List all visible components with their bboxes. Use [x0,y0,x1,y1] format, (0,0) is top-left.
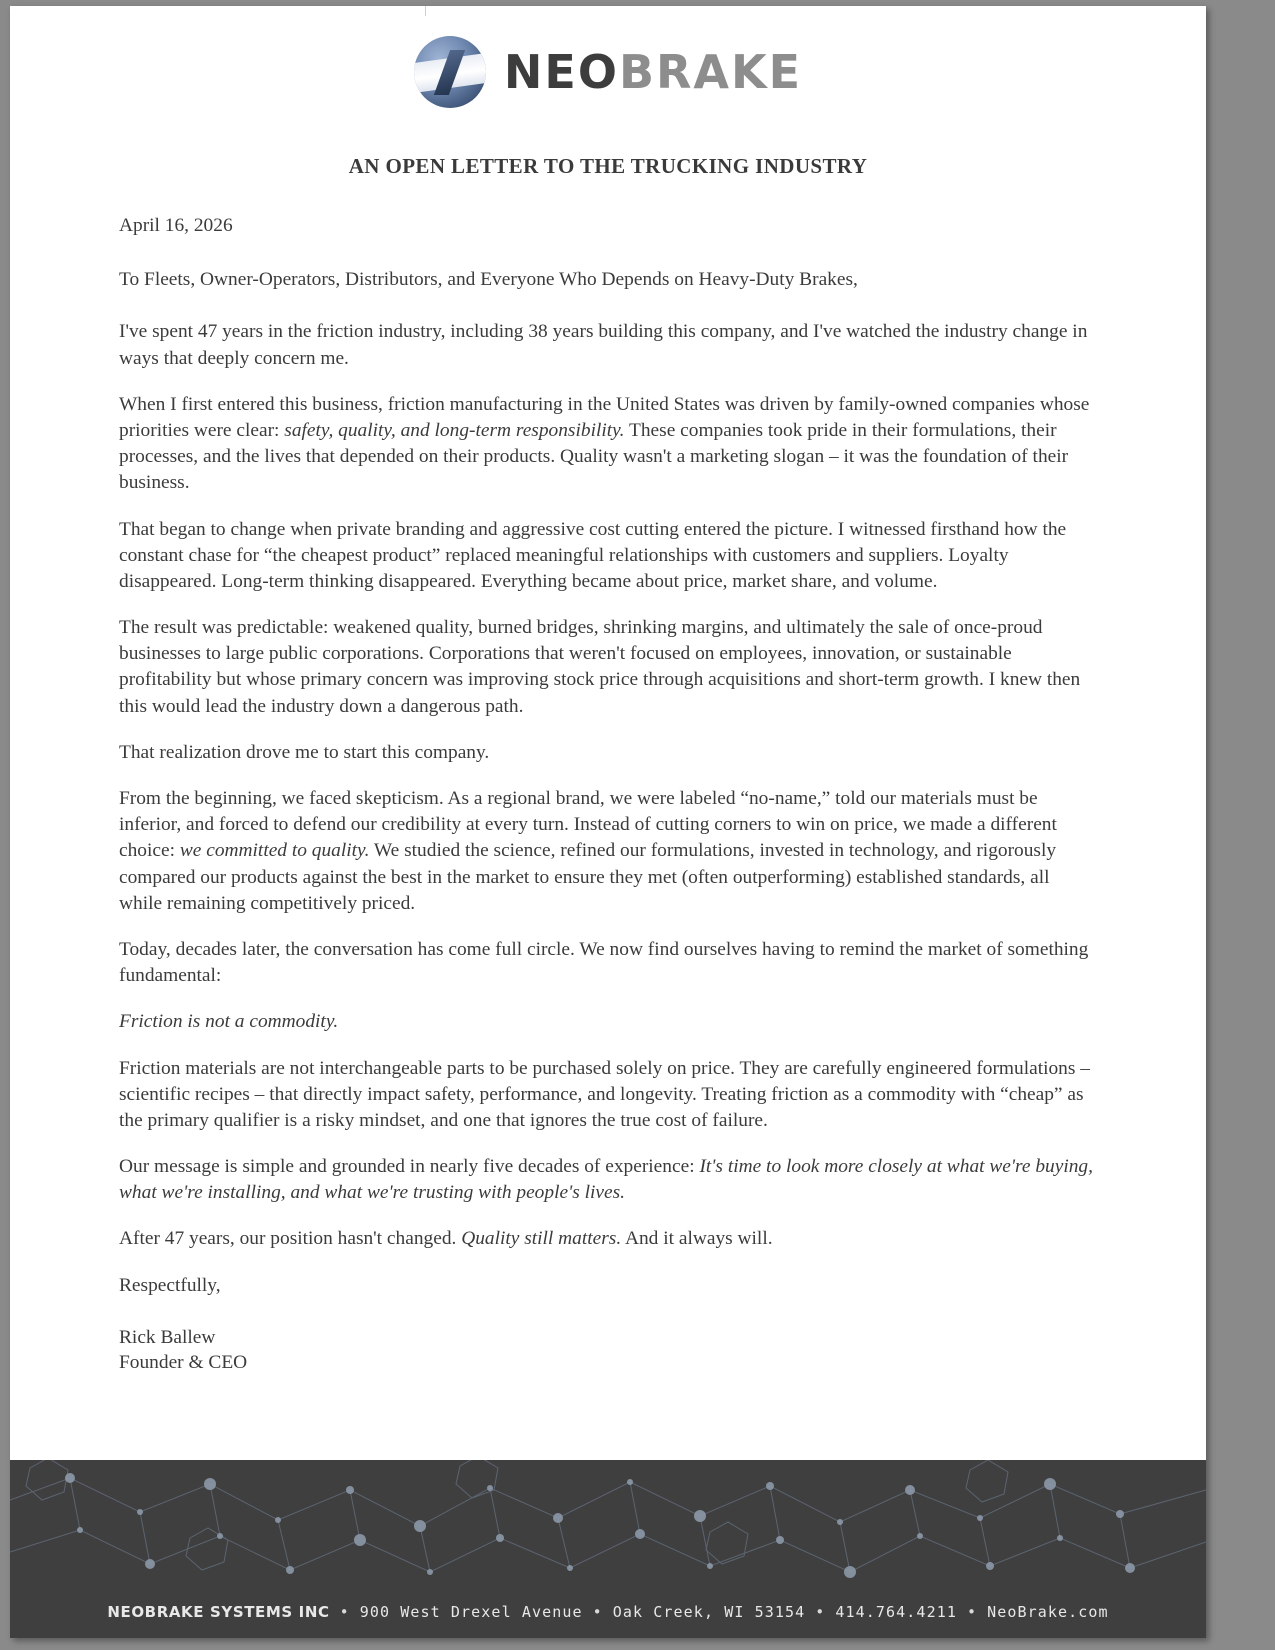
paragraph-3 [119,517,1097,596]
paragraph-5 [119,740,1097,766]
brand-wordmark-brake: BRAKE [618,45,803,99]
footer-phone[interactable]: 414.764.4211 [835,1603,957,1621]
footer-city-state-zip: Oak Creek, WI 53154 [612,1603,806,1621]
footer-separator-3: • [815,1603,826,1621]
footer-company-name: NEOBRAKE SYSTEMS INC [107,1603,330,1621]
letter-date: April 16, 2026 [119,215,233,236]
paragraph-7-text: Today, decades later, the conversation has come full circle. We now find ourselves having to remind the market of something fundamental: [119,938,1089,987]
paragraph-9-text: Friction materials are not interchangeable parts to be purchased solely on price. They are carefully engineered formulations – scientific recipes – that directly impact safety, performance, and longevity. Treating friction as a commodity with “cheap” as the primary qualifier is a risky mindset, and one that ignores the true cost of failure. [119,1057,1090,1131]
footer-contact-line [107,1603,1108,1621]
paragraph-7 [119,937,1097,989]
neobrake-circle-logo-icon [414,36,486,108]
paragraph-4-text: The result was predictable: weakened quality, burned bridges, shrinking margins, and ultimately the sale of once-proud businesses to large public corporations. Corporations that weren't focused on employees, innovation, or sustainable profitability but whose primary concern was improving stock price through acquisitions and short-term growth. I knew then this would lead the industry down a dangerous path. [119,617,1081,717]
brand-wordmark [503,45,803,99]
footer-separator-4: • [966,1603,978,1621]
paragraph-1-text: I've spent 47 years in the friction industry, including 38 years building this company, and I've watched the industry change in ways that deeply concern me. [119,321,1088,369]
letter-salutation: To Fleets, Owner-Operators, Distributors, and Everyone Who Depends on Heavy-Duty Brakes, [119,269,858,291]
paragraph-10-text-a: Our message is simple and grounded in nearly five decades of experience: [119,1156,700,1178]
paragraph-2-emphasis: safety, quality, and long-term responsibility. [284,419,625,441]
paragraph-6-emphasis: we committed to quality. [179,840,370,862]
paragraph-6 [119,786,1097,917]
paragraph-6-text-a: From the beginning, we faced skepticism. As a regional brand, we were labeled “no-name,” told our materials must be inferior, and forced to defend our credibility at every turn. Instead of cutting corners to win on price, we made a different choice: [119,788,1057,862]
brand-wordmark-neo: NEO [503,45,619,99]
paragraph-10 [119,1154,1097,1206]
signature-title: Founder & CEO [119,1352,248,1374]
page-title: AN OPEN LETTER TO THE TRUCKING INDUSTRY [348,154,868,178]
paragraph-11 [119,1226,1097,1252]
page-tick-mark [425,6,426,16]
footer-address: 900 West Drexel Avenue [359,1603,583,1621]
paragraph-2 [119,392,1097,497]
paragraph-4 [119,615,1097,720]
pull-statement: Friction is not a commodity. [119,1011,339,1033]
footer-contact-bar [10,1586,1206,1638]
paragraph-6-text-b: We studied the science, refined our formulations, invested in technology, and rigorously compared our products against the best in the market to ensure they met (often outperforming) established standards, all while remaining competitively priced. [119,840,1057,914]
signature-block [119,1325,1097,1376]
page-footer [10,1460,1206,1638]
letter-page [10,6,1206,1638]
paragraph-11-emphasis: Quality still matters. [461,1228,622,1250]
footer-separator-1: • [339,1603,350,1621]
letterhead [10,6,1206,108]
paragraph-9 [119,1056,1097,1135]
paragraph-2-text-b: These companies took pride in their formulations, their processes, and the lives that depended on their products. Quality wasn't a marketing slogan – it was the foundation of their business. [119,419,1069,494]
letter-closing: Respectfully, [119,1274,221,1296]
footer-website[interactable]: NeoBrake.com [987,1603,1109,1621]
paragraph-1 [119,319,1097,371]
paragraph-2-text-a: When I first entered this business, friction manufacturing in the United States was driven by family-owned companies whose priorities were clear: [119,393,1090,441]
paragraph-11-text-b: And it always will. [621,1228,773,1250]
paragraph-11-text-a: After 47 years, our position hasn't changed. [119,1228,462,1250]
paragraph-5-text: That realization drove me to start this company. [119,741,490,763]
paragraph-3-text: That began to change when private branding and aggressive cost cutting entered the picture. I witnessed firsthand how the constant chase for “the cheapest product” replaced meaningful relationships with customers and suppliers. Loyalty disappeared. Long-term thinking disappeared. Everything became about price, market share, and volume. [119,518,1067,592]
letter-body [119,179,1097,1376]
signature-name: Rick Ballew [119,1326,216,1348]
paragraph-10-emphasis: It's time to look more closely at what we're buying, what we're installing, and what we're trusting with people's lives. [119,1156,1093,1204]
footer-separator-2: • [592,1603,603,1621]
